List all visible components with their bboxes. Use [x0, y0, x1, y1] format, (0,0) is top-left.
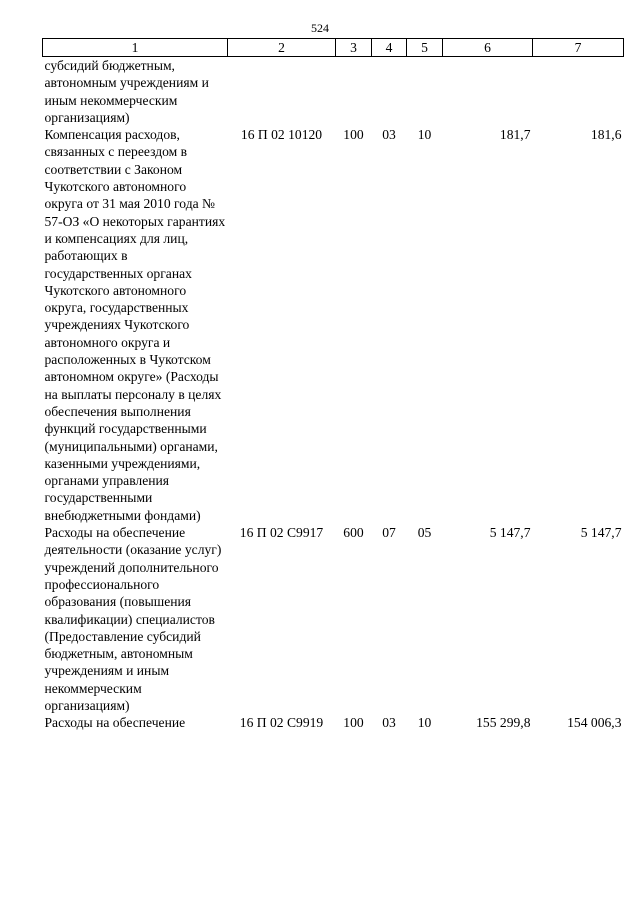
row-subsection: 05 — [417, 525, 432, 541]
row-sum-actual: 154 006,3 — [567, 715, 622, 731]
header-col-7: 7 — [533, 39, 624, 57]
row-subsection: 10 — [417, 715, 432, 731]
table-row — [43, 126, 624, 524]
row-target-code: 16 П 02 С9919 — [239, 715, 324, 731]
row-sum-plan: 155 299,8 — [476, 715, 531, 731]
row-subsection: 10 — [417, 127, 432, 143]
row-sum-actual — [533, 57, 624, 127]
row-description: Расходы на обеспечение деятельности (оказание услуг) учреждений дополнительного профессионального образования (повышения квалификации) специалистов (Предоставление субсидий бюджетным, автономным учреждениям и иным некоммерческим организациям) — [44, 525, 222, 713]
row-expense-type — [336, 57, 372, 127]
row-description: субсидий бюджетным, автономным учреждениям и иным некоммерческим организациям) — [44, 58, 209, 125]
row-description: Компенсация расходов, связанных с переездом в соответствии с Законом Чукотского автономного округа от 31 мая 2010 года № 57-ОЗ «О некоторых гарантиях и компенсациях для лиц, работающих в государственных органах Чукотского автономного округа, государственных учреждениях Чукотского автономного округа и расположенных в Чукотском автономном округе» (Расходы на выплаты персоналу в целях обеспечения выполнения функций государственными (муниципальными) органами, казенными учреждениями, органами управления государственными внебюджетными фондами) — [44, 127, 226, 523]
row-target-code — [228, 57, 336, 127]
budget-table — [42, 38, 624, 732]
row-target-code: 16 П 02 10120 — [240, 127, 323, 143]
row-target-code: 16 П 02 С9917 — [239, 525, 324, 541]
row-section: 07 — [382, 525, 396, 541]
row-sum-plan — [443, 57, 533, 127]
header-col-5: 5 — [407, 39, 443, 57]
row-sum-actual: 5 147,7 — [580, 525, 622, 541]
row-subsection — [407, 57, 443, 127]
row-expense-type: 100 — [343, 715, 364, 731]
row-description: Расходы на обеспечение — [44, 715, 186, 731]
row-section: 03 — [382, 715, 396, 731]
header-col-3: 3 — [336, 39, 372, 57]
header-col-4: 4 — [372, 39, 407, 57]
header-col-2: 2 — [228, 39, 336, 57]
row-sum-plan: 5 147,7 — [489, 525, 531, 541]
table-row — [43, 714, 624, 731]
header-col-6: 6 — [443, 39, 533, 57]
row-section: 03 — [382, 127, 396, 143]
row-sum-plan: 181,7 — [499, 127, 531, 143]
row-expense-type: 100 — [343, 127, 364, 143]
page-number: 524 — [311, 21, 329, 35]
header-row — [43, 39, 624, 57]
row-expense-type: 600 — [343, 525, 364, 541]
table-row — [43, 524, 624, 714]
row-section — [372, 57, 407, 127]
row-sum-actual: 181,6 — [590, 127, 622, 143]
header-col-1: 1 — [43, 39, 228, 57]
table-row — [43, 57, 624, 127]
